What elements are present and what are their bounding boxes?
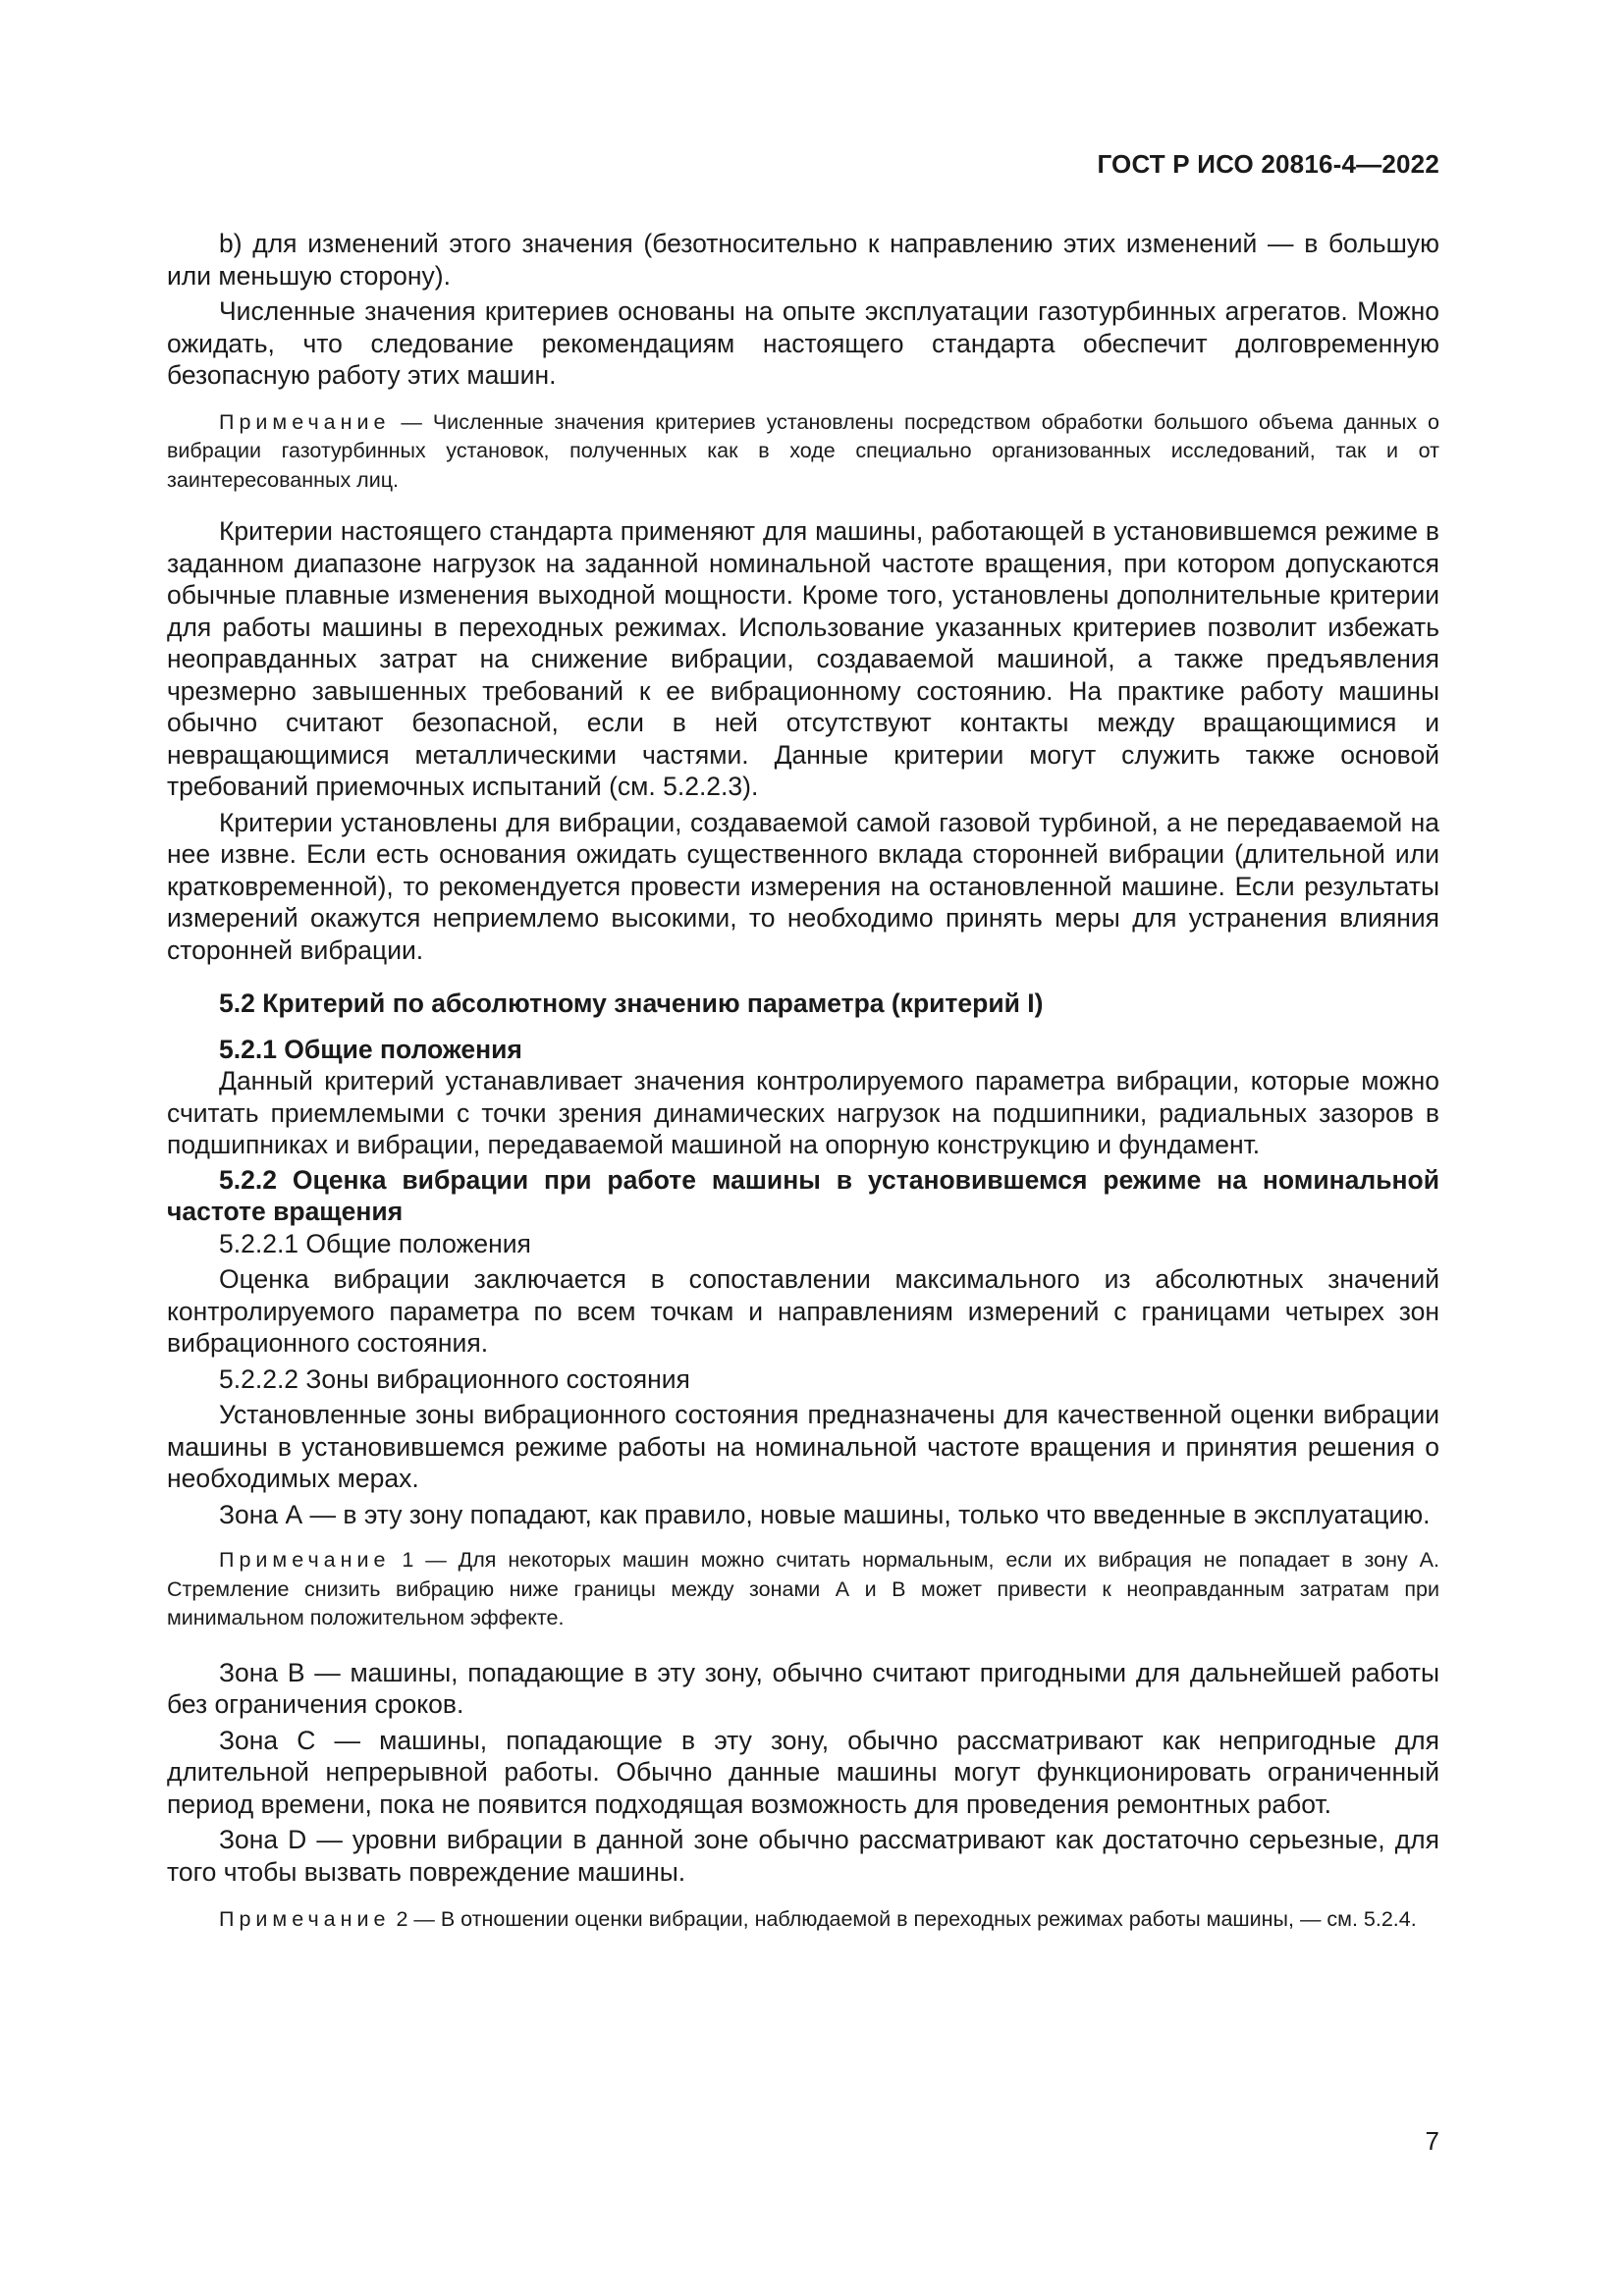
paragraph: Данный критерий устанавливает значения контролируемого параметра вибрации, которые можно считать приемлемыми с точки зрения динамических нагрузок на подшипники, радиальных зазоров в подшипниках и вибрации, передаваемой машиной на опорную конструкцию и фундамент. <box>167 1066 1439 1159</box>
page-content <box>167 228 1439 1935</box>
paragraph: Установленные зоны вибрационного состояния предназначены для качественной оценки вибрации машины в установившемся режиме работы на номинальной частоте вращения и принятия решения о необходимых мерах. <box>167 1400 1439 1493</box>
paragraph: Зона D — уровни вибрации в данной зоне обычно рассматривают как достаточно серьезные, для того чтобы вызвать повреждение машины. <box>167 1825 1439 1887</box>
paragraph: b) для изменений этого значения (безотносительно к направлению этих изменений — в большую или меньшую сторону). <box>167 229 1439 291</box>
paragraph: Зона В — машины, попадающие в эту зону, обычно считают пригодными для дальнейшей работы без ограничения сроков. <box>167 1657 1439 1719</box>
section-heading: 5.2 Критерий по абсолютному значению параметра (критерий I) <box>219 988 1044 1018</box>
paragraph: Зона С — машины, попадающие в эту зону, обычно рассматривают как непригодные для длительной непрерывной работы. Обычно данные машины могут функционировать ограниченный период времени, пока не появится подходящая возможность для проведения ремонтных работ. <box>167 1725 1439 1819</box>
note-text: — Численные значения критериев установлены посредством обработки большого объема данных о вибрации газотурбинных установок, полученных как в ходе специально организованных исследований, так и от заинтересованных лиц. <box>167 409 1439 492</box>
note <box>167 408 1439 496</box>
paragraph: Зона А — в эту зону попадают, как правило, новые машины, только что введенные в эксплуатацию. <box>219 1499 1431 1529</box>
note-label: Примечание <box>219 1548 391 1572</box>
note <box>167 1546 1439 1633</box>
paragraph: Оценка вибрации заключается в сопоставлении максимального из абсолютных значений контролируемого параметра по всем точкам и направлениям измерений с границами четырех зон вибрационного состояния. <box>167 1264 1439 1358</box>
subsection-heading: 5.2.1 Общие положения <box>219 1034 522 1064</box>
note-text: 2 — В отношении оценки вибрации, наблюдаемой в переходных режимах работы машины, — см. 5.2.4. <box>396 1907 1417 1931</box>
page-number: 7 <box>1425 2126 1439 2156</box>
paragraph: Критерии установлены для вибрации, создаваемой самой газовой турбиной, а не передаваемой на нее извне. Если есть основания ожидать существенного вклада сторонней вибрации (длительной или кратковременной), то рекомендуется провести измерения на остановленной машине. Если результаты измерений окажутся неприемлемо высокими, то необходимо принять меры для устранения влияния сторонней вибрации. <box>167 807 1439 965</box>
paragraph: Критерии настоящего стандарта применяют для машины, работающей в установившемся режиме в заданном диапазоне нагрузок на заданной номинальной частоте вращения, при котором допускаются обычные плавные изменения выходной мощности. Кроме того, установлены дополнительные критерии для работы машины в переходных режимах. Использование указанных критериев позволит избежать неоправданных затрат на снижение вибрации, создаваемой машиной, а также предъявления чрезмерно завышенных требований к ее вибрационному состоянию. На практике работу машины обычно считают безопасной, если в ней отсутствуют контакты между вращающимися и невращающимися металлическими частями. Данные критерии могут служить также основой требований приемочных испытаний (см. 5.2.2.3). <box>167 516 1439 801</box>
subsection-heading: 5.2.2 Оценка вибрации при работе машины в установившемся режиме на номинальной частоте вращения <box>167 1164 1439 1226</box>
subsection-title: 5.2.2.1 Общие положения <box>219 1228 531 1258</box>
note-label: Примечание <box>219 409 391 434</box>
document-header: ГОСТ Р ИСО 20816-4—2022 <box>1097 149 1439 179</box>
note-text: 1 — Для некоторых машин можно считать нормальным, если их вибрация не попадает в зону А. Стремление снизить вибрацию ниже границы между зонами А и В может привести к неоправданным затратам при минимальном положительном эффекте. <box>167 1548 1439 1629</box>
paragraph: Численные значения критериев основаны на опыте эксплуатации газотурбинных агрегатов. Можно ожидать, что следование рекомендациям настоящего стандарта обеспечит долговременную безопасную работу этих машин. <box>167 296 1439 390</box>
subsection-title: 5.2.2.2 Зоны вибрационного состояния <box>219 1363 690 1394</box>
note-label: Примечание <box>219 1907 391 1931</box>
note <box>167 1905 1439 1935</box>
